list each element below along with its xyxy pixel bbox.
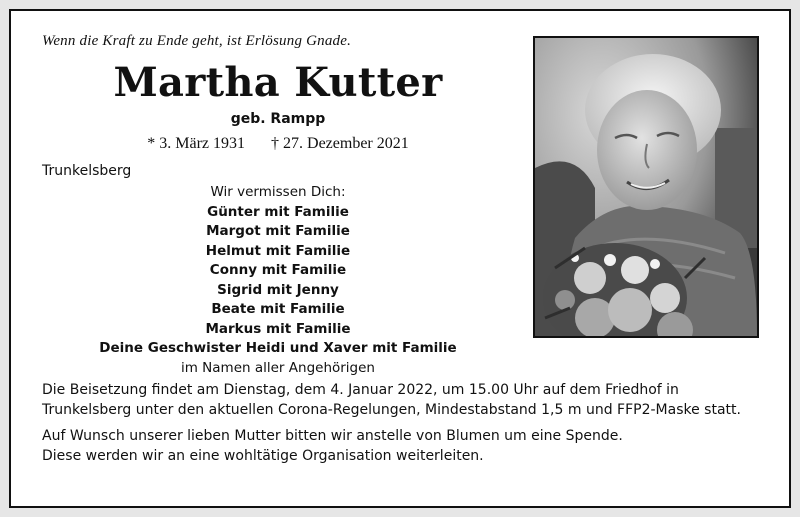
donation-notice-line: Auf Wunsch unserer lieben Mutter bitten wir anstelle von Blumen um eine Spende.	[42, 428, 623, 444]
portrait-illustration	[535, 38, 757, 336]
motto-quote: Wenn die Kraft zu Ende geht, ist Erlösung Gnade.	[42, 33, 352, 49]
deceased-name: Martha Kutter	[113, 59, 443, 106]
funeral-notice: Die Beisetzung findet am Dienstag, dem 4. Januar 2022, um 15.00 Uhr auf dem Friedhof in Trunkelsberg unter den aktuellen Corona-Regelungen, Mindestabstand 1,5 m und FFP2-Maske statt.	[42, 382, 741, 418]
mourner-line: Sigrid mit Jenny	[217, 281, 339, 298]
mourner-line: Deine Geschwister Heidi und Xaver mit Familie	[99, 340, 457, 356]
announcement-text	[42, 381, 772, 466]
mourner-line: Margot mit Familie	[206, 223, 350, 239]
mourners-list	[11, 183, 545, 378]
portrait-photo	[533, 36, 759, 338]
donation-notice-line: Diese werden wir an eine wohltätige Organisation weiterleiten.	[42, 447, 484, 464]
mourners-closing: im Namen aller Angehörigen	[180, 359, 375, 376]
mourner-line: Markus mit Familie	[205, 320, 351, 337]
death-date: † 27. Dezember 2021	[271, 135, 409, 152]
mourner-line: Helmut mit Familie	[205, 242, 351, 259]
place-name: Trunkelsberg	[42, 163, 132, 179]
birth-date: * 3. März 1931	[147, 135, 246, 152]
mourners-intro: Wir vermissen Dich:	[210, 184, 346, 200]
mourner-line: Beate mit Familie	[211, 301, 345, 317]
obituary-frame	[9, 9, 791, 508]
life-dates	[11, 135, 545, 153]
mourner-line: Conny mit Familie	[209, 262, 347, 278]
mourner-line: Günter mit Familie	[207, 203, 349, 220]
birth-name: geb. Rampp	[230, 111, 326, 127]
